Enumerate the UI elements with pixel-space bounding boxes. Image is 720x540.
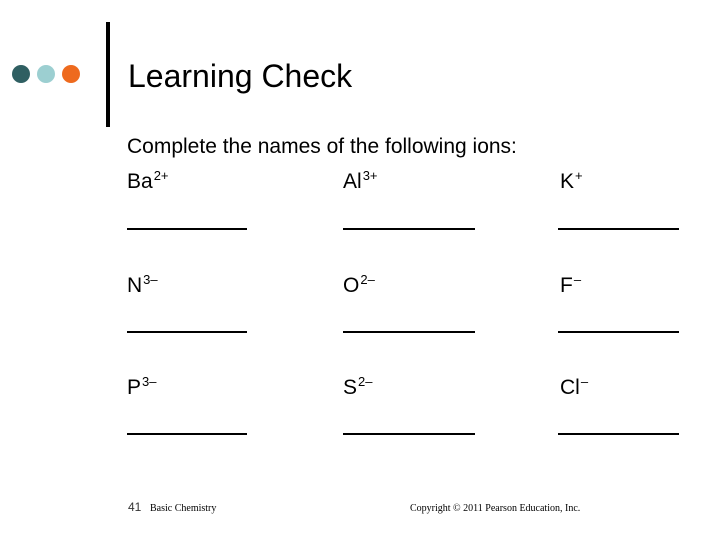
ion-label: K+: [560, 168, 583, 193]
slide-title: Learning Check: [128, 58, 353, 94]
light-blue-dot-icon: [37, 65, 55, 83]
answer-blank: [343, 433, 475, 435]
ion-label: F–: [560, 272, 582, 297]
answer-blank: [127, 331, 247, 333]
answer-blank: [558, 228, 679, 230]
footer-course: Basic Chemistry: [150, 503, 217, 514]
ion-label: Cl–: [560, 374, 589, 399]
ion-label: $P^{3-}$: [127, 374, 157, 399]
ion-label: $S^{2-}$: [343, 374, 373, 399]
teal-dot-icon: [12, 65, 30, 83]
answer-blank: [127, 433, 247, 435]
ion-label: $O^{2-}$: [343, 272, 375, 297]
ion-label: $Al^{3+}$: [343, 168, 378, 193]
answer-blank: [558, 433, 679, 435]
answer-blank: [343, 331, 475, 333]
ion-label: $Ba^{2+}$: [127, 168, 169, 193]
orange-dot-icon: [62, 65, 80, 83]
answer-blank: [343, 228, 475, 230]
answer-blank: [127, 228, 247, 230]
slide-number: 41: [128, 500, 142, 514]
decorative-dots: [12, 65, 102, 85]
answer-blank: [558, 331, 679, 333]
footer-copyright: Copyright © 2011 Pearson Education, Inc.: [410, 503, 581, 514]
instruction-text: Complete the names of the following ions:: [127, 135, 517, 158]
title-divider: [106, 22, 110, 127]
ion-label: $N^{3-}$: [127, 272, 158, 297]
